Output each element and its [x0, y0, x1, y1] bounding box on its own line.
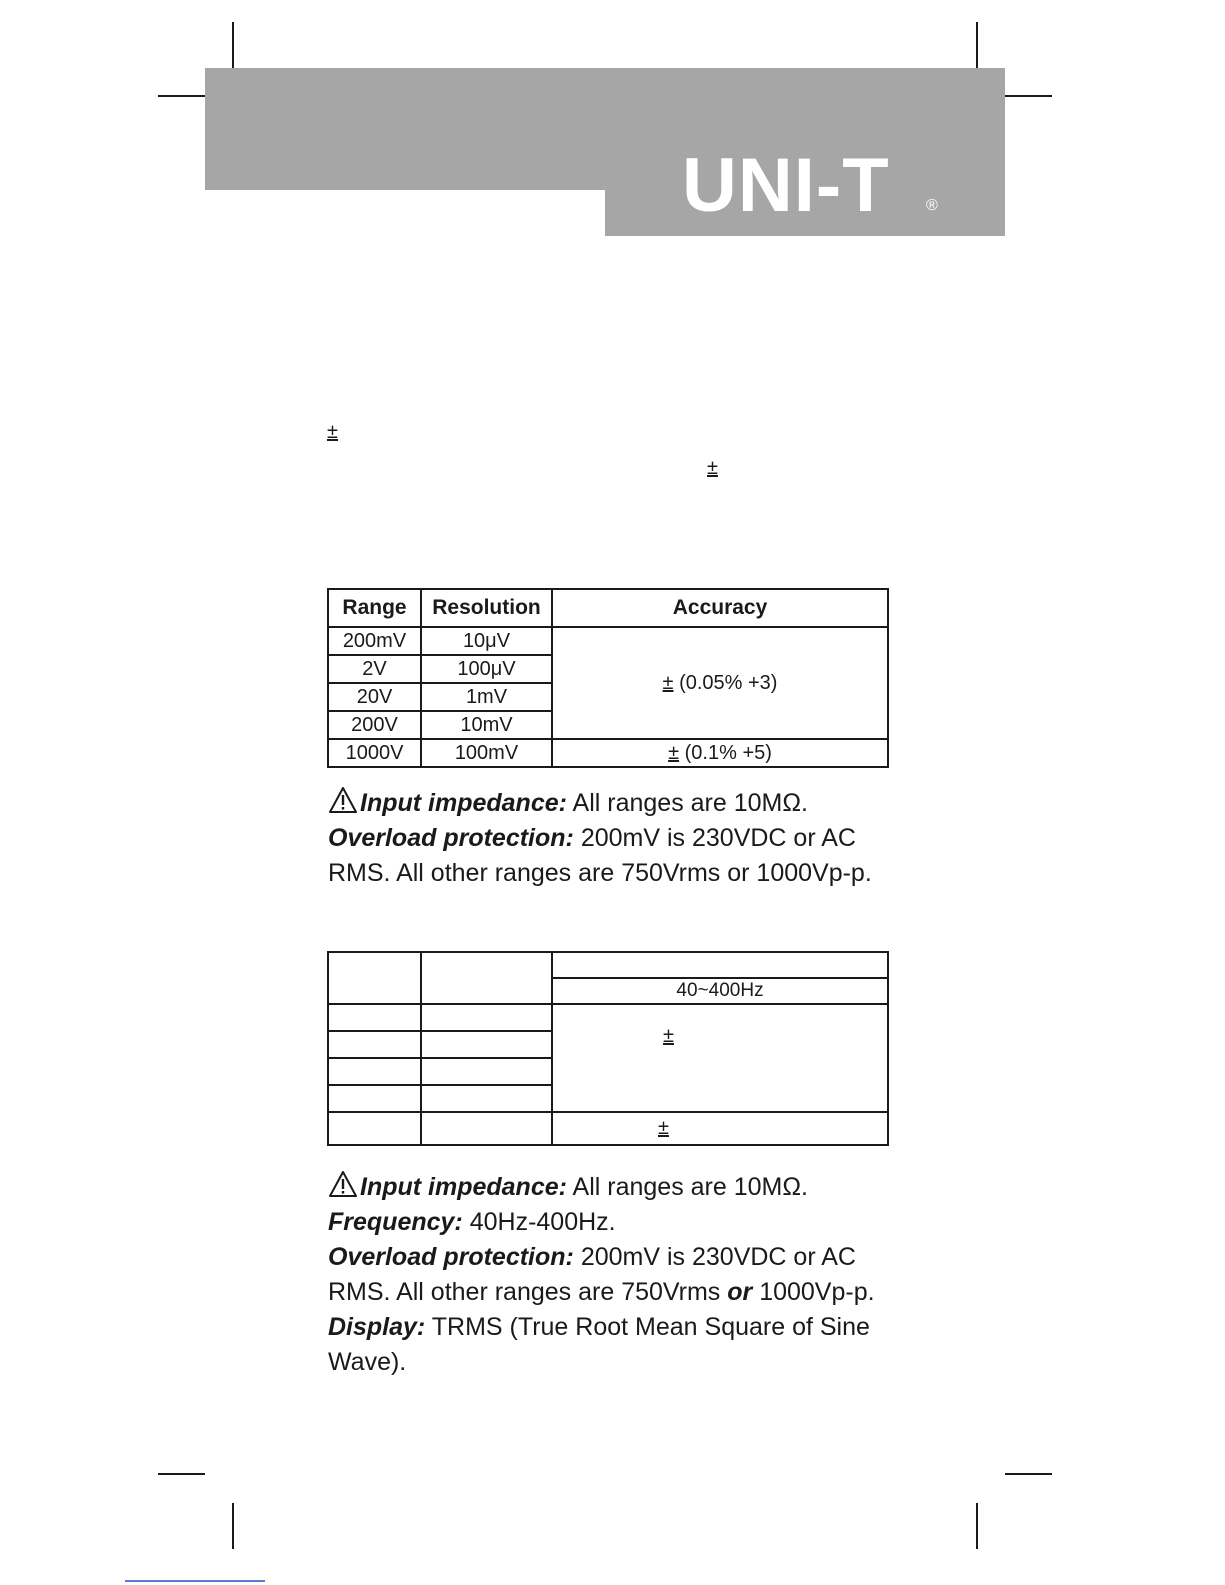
plus-minus-symbol: ±: [327, 421, 338, 443]
ac-notes: [328, 1170, 928, 1380]
range-cell: 1000V: [328, 739, 421, 767]
range-cell: 200V: [328, 711, 421, 739]
table-row: [328, 1112, 888, 1145]
overload-text: 200mV is 230VDC or AC: [573, 1243, 856, 1271]
page-edge-marker: [125, 1580, 265, 1582]
overload-text: RMS. All other ranges are 750Vrms: [328, 1278, 728, 1306]
warning-icon: [328, 1170, 358, 1198]
column-header-range: Range: [328, 589, 421, 627]
accuracy-cell: [552, 739, 888, 767]
crop-mark-bottom-right-h: [1005, 1473, 1052, 1475]
range-cell: 2V: [328, 655, 421, 683]
resolution-cell: 100μV: [421, 655, 552, 683]
overload-text: 1000Vp-p.: [752, 1278, 875, 1306]
accuracy-cell: [552, 627, 888, 739]
display-label: Display:: [328, 1313, 426, 1341]
accuracy-value: (0.05% +3): [673, 671, 778, 694]
crop-mark-top-left-h: [158, 95, 205, 97]
range-cell: [328, 1004, 421, 1031]
resolution-cell: 10mV: [421, 711, 552, 739]
accuracy-cell: [552, 1004, 888, 1112]
resolution-cell: [421, 1004, 552, 1031]
brand-logo-text: UNI-T: [682, 143, 890, 228]
range-cell: [328, 1085, 421, 1112]
plus-minus-symbol: ±: [668, 741, 680, 764]
resolution-cell: 100mV: [421, 739, 552, 767]
resolution-cell: 10μV: [421, 627, 552, 655]
range-cell: 200mV: [328, 627, 421, 655]
crop-mark-top-right-v: [976, 22, 978, 68]
impedance-text: All ranges are 10MΩ.: [566, 1173, 808, 1201]
plus-minus-symbol: ±: [707, 457, 718, 479]
column-header-range: [328, 952, 421, 1004]
crop-mark-bottom-left-v: [232, 1503, 234, 1549]
ac-voltage-table: [327, 951, 889, 1146]
overload-text: RMS. All other ranges are 750Vrms or 1000Vp-p.: [328, 859, 872, 887]
display-text: Wave).: [328, 1348, 407, 1376]
display-text: TRMS (True Root Mean Square of Sine: [425, 1313, 870, 1341]
frequency-text: 40Hz-400Hz.: [462, 1208, 616, 1236]
accuracy-value: (0.1% +5): [679, 741, 772, 764]
plus-minus-symbol: ±: [658, 1117, 669, 1139]
brand-logo: [682, 143, 942, 228]
column-header-resolution: [421, 952, 552, 1004]
column-header-accuracy: Accuracy: [552, 589, 888, 627]
column-header-resolution: Resolution: [421, 589, 552, 627]
frequency-label: Frequency:: [328, 1208, 463, 1236]
table-row: [328, 739, 888, 767]
crop-mark-top-right-h: [1005, 95, 1052, 97]
impedance-label: Input impedance:: [360, 789, 567, 817]
crop-mark-bottom-right-v: [976, 1503, 978, 1549]
overload-text: 200mV is 230VDC or AC: [573, 824, 856, 852]
dc-notes: [328, 786, 928, 891]
warning-icon: [328, 786, 358, 814]
frequency-header: 40~400Hz: [552, 978, 888, 1004]
resolution-cell: [421, 1085, 552, 1112]
crop-mark-top-left-v: [232, 22, 234, 68]
resolution-cell: [421, 1112, 552, 1145]
resolution-cell: [421, 1031, 552, 1058]
resolution-cell: [421, 1058, 552, 1085]
table-row: [328, 627, 888, 655]
dc-voltage-table: [327, 588, 889, 768]
column-header-accuracy: [552, 952, 888, 978]
plus-minus-symbol: ±: [662, 671, 674, 694]
range-cell: 20V: [328, 683, 421, 711]
impedance-label: Input impedance:: [360, 1173, 567, 1201]
range-cell: [328, 1031, 421, 1058]
crop-mark-bottom-left-h: [158, 1473, 205, 1475]
accuracy-cell: [552, 1112, 888, 1145]
overload-label: Overload protection:: [328, 824, 574, 852]
range-cell: [328, 1112, 421, 1145]
range-cell: [328, 1058, 421, 1085]
table-row: [328, 1004, 888, 1031]
overload-or: or: [727, 1278, 753, 1306]
impedance-text: All ranges are 10MΩ.: [566, 789, 808, 817]
resolution-cell: 1mV: [421, 683, 552, 711]
plus-minus-symbol: ±: [663, 1024, 674, 1047]
registered-mark: ®: [926, 197, 939, 214]
overload-label: Overload protection:: [328, 1243, 574, 1271]
